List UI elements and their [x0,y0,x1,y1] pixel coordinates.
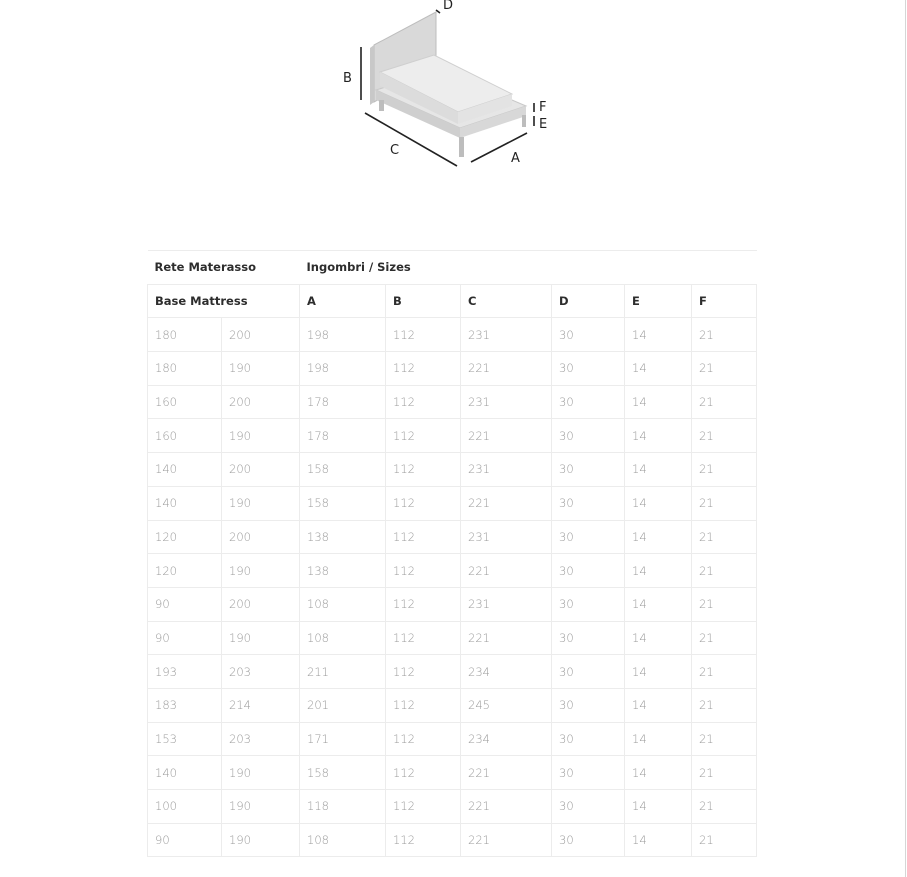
cell-size-f: 21 [692,318,757,352]
cell-size-c: 221 [461,621,552,655]
cell-size-c: 221 [461,756,552,790]
page-right-border [905,0,906,877]
table-row [148,621,757,655]
cell-size-a: 198 [300,318,386,352]
table-header-row-2 [148,284,757,318]
cell-size-e: 14 [625,756,692,790]
cell-size-c: 231 [461,318,552,352]
table-row [148,453,757,487]
dimension-line-d [436,10,440,13]
cell-mattress-length: 200 [222,587,300,621]
cell-size-a: 108 [300,587,386,621]
cell-mattress-length: 190 [222,756,300,790]
cell-size-e: 14 [625,385,692,419]
cell-size-d: 30 [552,453,625,487]
cell-size-c: 234 [461,655,552,689]
cell-size-b: 112 [386,688,461,722]
cell-mattress-width: 193 [148,655,222,689]
header-col-b: B [386,284,461,318]
cell-mattress-length: 190 [222,486,300,520]
cell-mattress-length: 200 [222,318,300,352]
cell-mattress-width: 100 [148,790,222,824]
header-col-c: C [461,284,552,318]
cell-mattress-width: 140 [148,453,222,487]
cell-mattress-width: 90 [148,587,222,621]
header-base-mattress: Base Mattress [148,284,300,318]
table-row [148,554,757,588]
cell-mattress-length: 190 [222,352,300,386]
cell-size-b: 112 [386,587,461,621]
table-row [148,318,757,352]
cell-size-f: 21 [692,554,757,588]
cell-size-e: 14 [625,621,692,655]
cell-size-e: 14 [625,655,692,689]
table-row [148,655,757,689]
cell-mattress-width: 90 [148,823,222,857]
cell-mattress-width: 90 [148,621,222,655]
cell-size-f: 21 [692,823,757,857]
dimension-label-b: B [343,71,352,86]
table-row [148,823,757,857]
cell-size-d: 30 [552,756,625,790]
cell-size-f: 21 [692,486,757,520]
cell-size-d: 30 [552,790,625,824]
cell-size-c: 221 [461,419,552,453]
bed-illustration [330,0,560,175]
cell-size-e: 14 [625,587,692,621]
cell-size-f: 21 [692,722,757,756]
cell-size-b: 112 [386,823,461,857]
table-row [148,790,757,824]
cell-size-b: 112 [386,453,461,487]
cell-size-f: 21 [692,385,757,419]
table-row [148,385,757,419]
cell-size-f: 21 [692,520,757,554]
cell-size-c: 221 [461,352,552,386]
cell-size-d: 30 [552,385,625,419]
cell-size-b: 112 [386,352,461,386]
cell-size-d: 30 [552,722,625,756]
cell-size-c: 231 [461,520,552,554]
cell-size-f: 21 [692,453,757,487]
cell-size-e: 14 [625,486,692,520]
cell-size-c: 245 [461,688,552,722]
cell-size-b: 112 [386,318,461,352]
table-row [148,419,757,453]
cell-size-b: 112 [386,554,461,588]
dimension-label-a: A [511,151,520,166]
cell-size-a: 171 [300,722,386,756]
cell-size-e: 14 [625,419,692,453]
cell-size-f: 21 [692,756,757,790]
cell-size-f: 21 [692,352,757,386]
header-col-e: E [625,284,692,318]
cell-mattress-length: 190 [222,554,300,588]
header-col-d: D [552,284,625,318]
header-col-f: F [692,284,757,318]
cell-mattress-length: 190 [222,621,300,655]
cell-size-c: 231 [461,385,552,419]
bed-leg [379,100,384,111]
cell-mattress-width: 120 [148,554,222,588]
cell-size-b: 112 [386,385,461,419]
table-row [148,722,757,756]
cell-size-f: 21 [692,655,757,689]
cell-size-f: 21 [692,790,757,824]
dimension-label-e: E [539,117,548,132]
cell-size-c: 234 [461,722,552,756]
cell-size-d: 30 [552,621,625,655]
cell-size-d: 30 [552,520,625,554]
cell-size-a: 118 [300,790,386,824]
cell-size-d: 30 [552,554,625,588]
cell-size-e: 14 [625,554,692,588]
cell-size-b: 112 [386,419,461,453]
cell-mattress-length: 203 [222,655,300,689]
cell-size-b: 112 [386,655,461,689]
cell-mattress-length: 200 [222,453,300,487]
cell-size-c: 221 [461,823,552,857]
cell-size-d: 30 [552,587,625,621]
dimension-label-d: D [443,0,454,13]
cell-size-c: 221 [461,554,552,588]
cell-size-d: 30 [552,486,625,520]
cell-size-a: 138 [300,520,386,554]
header-ingombri-sizes: Ingombri / Sizes [300,251,757,285]
cell-size-b: 112 [386,756,461,790]
cell-size-d: 30 [552,688,625,722]
dimension-label-f: F [539,100,547,115]
cell-mattress-length: 190 [222,419,300,453]
cell-size-e: 14 [625,823,692,857]
cell-size-b: 112 [386,790,461,824]
table-row [148,486,757,520]
cell-size-a: 138 [300,554,386,588]
cell-size-a: 178 [300,419,386,453]
cell-mattress-length: 214 [222,688,300,722]
sizes-table [147,250,757,857]
cell-size-e: 14 [625,722,692,756]
cell-size-a: 108 [300,621,386,655]
table-row [148,352,757,386]
cell-size-c: 231 [461,587,552,621]
cell-mattress-length: 203 [222,722,300,756]
cell-mattress-length: 190 [222,790,300,824]
cell-size-a: 178 [300,385,386,419]
cell-mattress-width: 140 [148,486,222,520]
bed-leg [459,137,464,157]
headboard-side [370,45,374,105]
cell-size-b: 112 [386,722,461,756]
cell-mattress-length: 200 [222,520,300,554]
cell-size-a: 158 [300,453,386,487]
cell-size-f: 21 [692,621,757,655]
header-col-a: A [300,284,386,318]
bed-dimension-diagram [330,0,560,175]
cell-size-f: 21 [692,419,757,453]
cell-mattress-width: 160 [148,419,222,453]
cell-size-d: 30 [552,823,625,857]
cell-size-b: 112 [386,621,461,655]
cell-size-a: 211 [300,655,386,689]
dimension-label-c: C [390,143,400,158]
cell-mattress-width: 180 [148,352,222,386]
cell-size-e: 14 [625,520,692,554]
cell-size-a: 198 [300,352,386,386]
header-rete-materasso: Rete Materasso [148,251,300,285]
table-row [148,587,757,621]
cell-size-e: 14 [625,790,692,824]
cell-size-d: 30 [552,318,625,352]
bed-leg [522,115,526,127]
cell-mattress-width: 120 [148,520,222,554]
cell-size-a: 201 [300,688,386,722]
table-row [148,756,757,790]
cell-size-a: 158 [300,486,386,520]
cell-mattress-width: 160 [148,385,222,419]
table-header-row-1 [148,251,757,285]
cell-size-f: 21 [692,688,757,722]
cell-size-c: 221 [461,486,552,520]
cell-size-e: 14 [625,352,692,386]
cell-mattress-width: 183 [148,688,222,722]
cell-size-b: 112 [386,486,461,520]
cell-mattress-length: 190 [222,823,300,857]
table-row [148,520,757,554]
cell-size-b: 112 [386,520,461,554]
cell-size-e: 14 [625,688,692,722]
cell-size-e: 14 [625,318,692,352]
cell-size-d: 30 [552,655,625,689]
cell-size-a: 108 [300,823,386,857]
cell-mattress-width: 180 [148,318,222,352]
cell-size-d: 30 [552,419,625,453]
cell-mattress-width: 153 [148,722,222,756]
cell-mattress-length: 200 [222,385,300,419]
cell-size-d: 30 [552,352,625,386]
cell-size-f: 21 [692,587,757,621]
cell-mattress-width: 140 [148,756,222,790]
cell-size-c: 221 [461,790,552,824]
cell-size-a: 158 [300,756,386,790]
table-row [148,688,757,722]
cell-size-e: 14 [625,453,692,487]
cell-size-c: 231 [461,453,552,487]
